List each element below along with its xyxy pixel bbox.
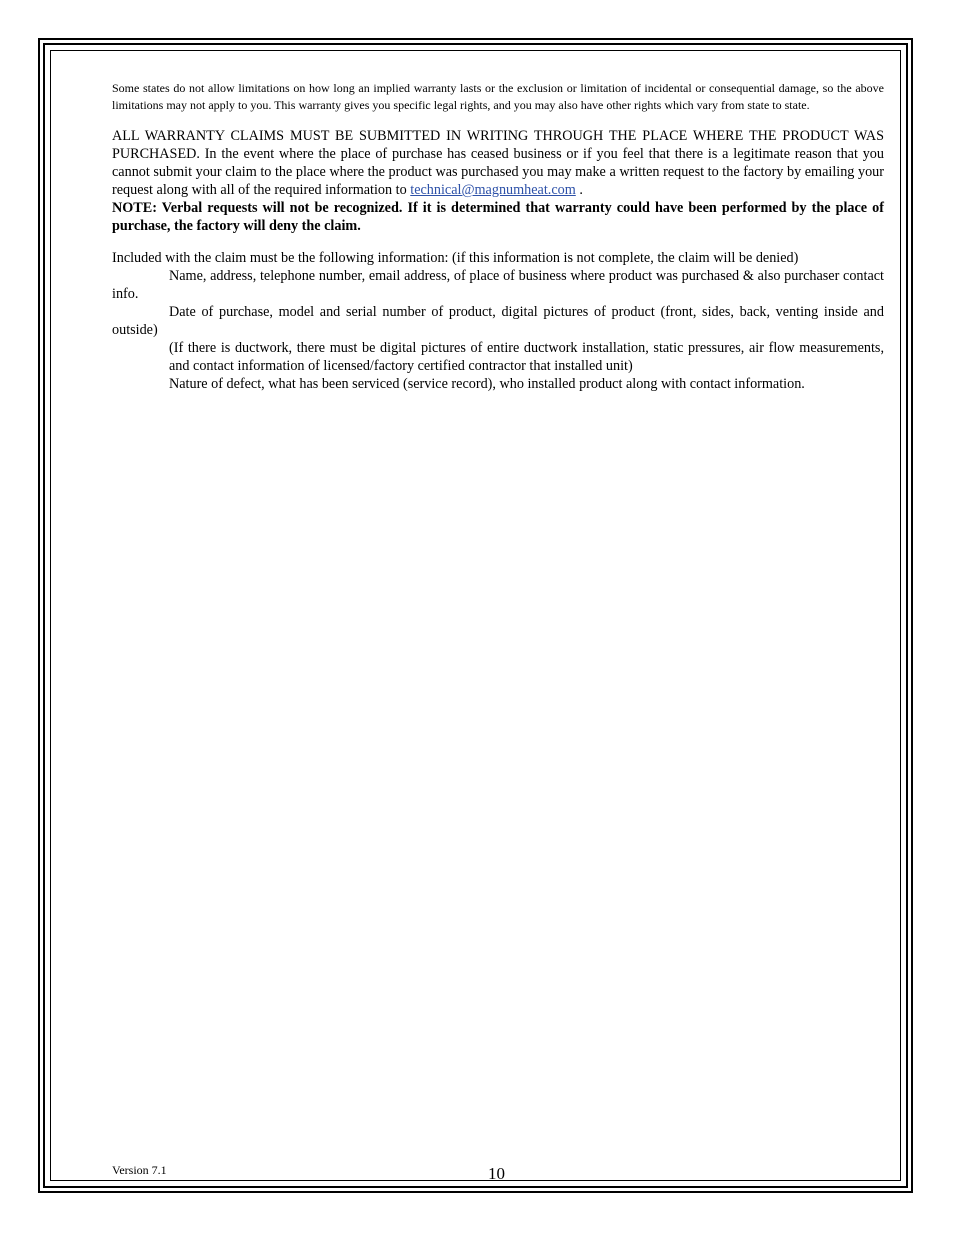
claims-text: ALL WARRANTY CLAIMS MUST BE SUBMITTED IN WRITING THROUGH THE PLACE WHERE THE PRODUCT WAS PURCHASED. In the event where the place of purchase has ceased business or if you feel that there is a legitimate reason that you cannot submit your claim to the place where the product was purchased you may make a written request to the factory by emailing your request along with all of the required information to [112, 128, 884, 198]
required-info-item-product: Date of purchase, model and serial number of product, digital pictures of product (front, sides, back, venting inside and outside) [112, 304, 884, 338]
state-law-paragraph: Some states do not allow limitations on how long an implied warranty lasts or the exclusion or limitation of incidental or consequential damage, so the above limitations may not apply to you. This warranty gives you specific legal rights, and you may also have other rights which vary from state to state. [112, 81, 884, 112]
warranty-claims-paragraph [112, 127, 884, 235]
email-link[interactable]: technical@magnumheat.com [410, 182, 576, 198]
email-trailing: . [575, 182, 583, 198]
required-info-intro: Included with the claim must be the following information: (if this information is not complete, the claim will be denied) [112, 250, 799, 266]
required-info-section [112, 249, 884, 393]
note-text: NOTE: Verbal requests will not be recognized. If it is determined that warranty could have been performed by the place of purchase, the factory will deny the claim. [112, 200, 884, 234]
page-number: 10 [488, 1164, 505, 1183]
required-info-item-defect: Nature of defect, what has been serviced (service record), who installed product along with contact information. [169, 376, 805, 392]
version-label: Version 7.1 [112, 1163, 167, 1177]
required-info-item-ductwork: (If there is ductwork, there must be digital pictures of entire ductwork installation, static pressures, air flow measurements, and contact information of licensed/factory certified contractor that installed unit) [169, 340, 884, 374]
document-body [112, 80, 884, 393]
required-info-item-business: Name, address, telephone number, email address, of place of business where product was purchased & also purchaser contact info. [112, 268, 884, 302]
